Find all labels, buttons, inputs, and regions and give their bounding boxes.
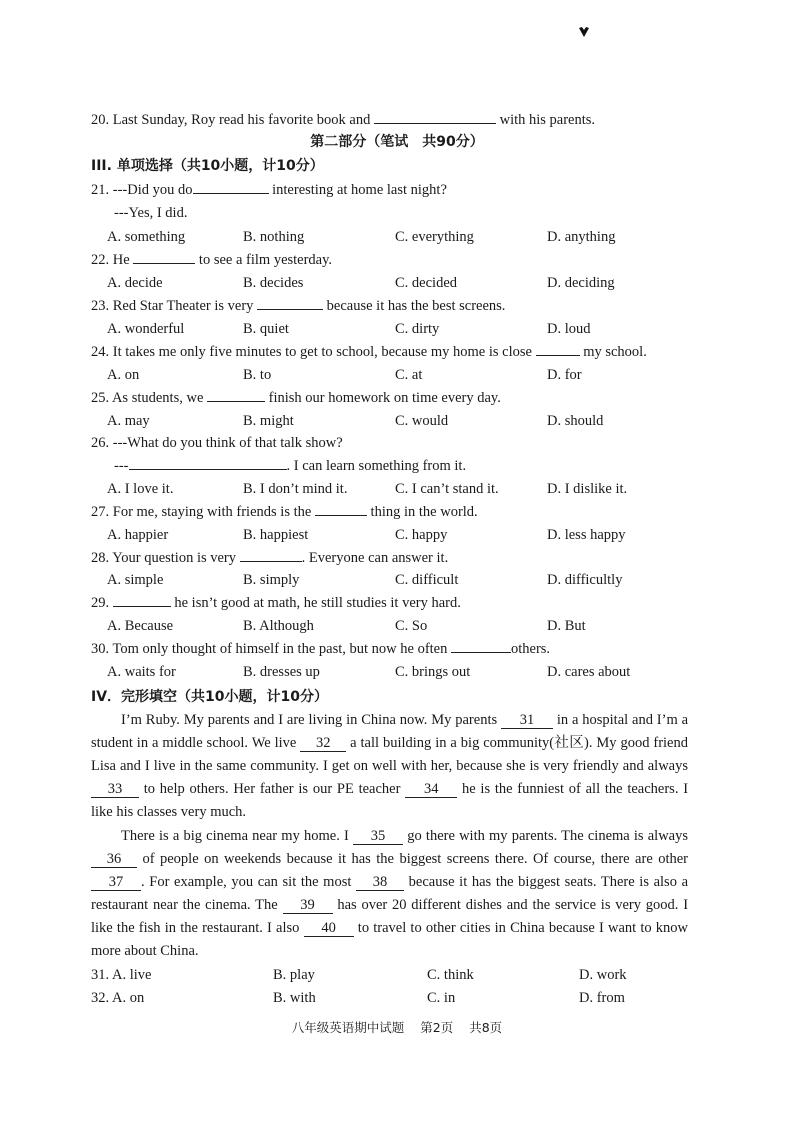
option-21-c[interactable]: C. everything <box>395 229 474 245</box>
question-29: 29. he isn’t good at math, he still studies it very hard. <box>91 595 461 611</box>
option-32-a[interactable]: A. on <box>112 990 145 1006</box>
option-29-b[interactable]: B. Although <box>243 618 314 634</box>
footer-total: 共8页 <box>469 1020 503 1035</box>
option-26-d[interactable]: D. I dislike it. <box>547 481 628 497</box>
option-27-c[interactable]: C. happy <box>395 527 448 543</box>
answer-blank <box>451 652 511 653</box>
option-25-d[interactable]: D. should <box>547 413 604 429</box>
answer-blank <box>113 606 171 607</box>
option-30-a[interactable]: A. waits for <box>107 664 176 680</box>
page-footer <box>0 1018 794 1036</box>
cloze-blank-33: 33 <box>91 782 139 798</box>
option-27-b[interactable]: B. happiest <box>243 527 309 543</box>
cloze-blank-34: 34 <box>405 782 457 798</box>
section-3-title: III. 单项选择（共10小题，计10分） <box>91 158 324 174</box>
part-two-title: 第二部分（笔试 共90分） <box>310 134 484 150</box>
question-26-reply: --- . I can learn something from it. <box>114 458 467 474</box>
option-29-a[interactable]: A. Because <box>107 618 174 634</box>
question-21-reply: ---Yes, I did. <box>114 205 188 221</box>
question-26: 26. ---What do you think of that talk show? <box>91 435 343 451</box>
section-4-title: IV．完形填空（共10小题，计10分） <box>91 689 329 705</box>
option-30-d[interactable]: D. cares about <box>547 664 631 680</box>
answer-blank <box>374 123 496 124</box>
cloze-blank-37: 37 <box>91 875 141 891</box>
option-28-a[interactable]: A. simple <box>107 572 164 588</box>
option-23-b[interactable]: B. quiet <box>243 321 289 337</box>
option-31-a[interactable]: A. live <box>112 967 152 983</box>
answer-blank <box>536 355 580 356</box>
option-23-d[interactable]: D. loud <box>547 321 591 337</box>
option-24-c[interactable]: C. at <box>395 367 423 383</box>
option-23-a[interactable]: A. wonderful <box>107 321 185 337</box>
answer-blank <box>193 193 269 194</box>
cloze-blank-31: 31 <box>501 713 553 729</box>
question-27: 27. For me, staying with friends is the thing in the world. <box>91 504 478 520</box>
option-29-d[interactable]: D. But <box>547 618 586 634</box>
option-26-b[interactable]: B. I don’t mind it. <box>243 481 348 497</box>
cloze-blank-39: 39 <box>283 898 333 914</box>
question-23: 23. Red Star Theater is very because it has the best screens. <box>91 298 506 314</box>
option-31-d[interactable]: D. work <box>579 967 627 983</box>
cloze-blank-35: 35 <box>353 829 403 845</box>
option-31-b[interactable]: B. play <box>273 967 315 983</box>
option-27-a[interactable]: A. happier <box>107 527 169 543</box>
question-24: 24. It takes me only five minutes to get to school, because my home is close my school. <box>91 344 647 360</box>
footer-title: 八年级英语期中试题 <box>291 1020 405 1035</box>
answer-blank <box>240 561 302 562</box>
option-32-d[interactable]: D. from <box>579 990 625 1006</box>
option-29-c[interactable]: C. So <box>395 618 428 634</box>
answer-blank <box>207 401 265 402</box>
cloze-blank-38: 38 <box>356 875 404 891</box>
question-22: 22. He to see a film yesterday. <box>91 252 333 268</box>
cloze-option-row-32: 32. <box>91 990 110 1006</box>
option-24-b[interactable]: B. to <box>243 367 272 383</box>
option-22-b[interactable]: B. decides <box>243 275 304 291</box>
footer-page: 第2页 <box>420 1020 454 1035</box>
cloze-paragraph-2: There is a big cinema near my home. I 35 go there with my parents. The cinema is always 36 of people on weekends because it has the biggest screens there. Of course, there are other 37 . For example, you can sit the most 38 because it has the biggest seats. There is also a restaurant near the cinema. The 39 has over 20 different dishes and the service is very good. I like the fish in the restaurant. I also 40 to travel to other cities in China because I want to know more about China. <box>91 828 689 960</box>
answer-blank <box>129 469 287 470</box>
option-21-a[interactable]: A. something <box>107 229 186 245</box>
option-24-d[interactable]: D. for <box>547 367 582 383</box>
option-22-a[interactable]: A. decide <box>107 275 163 291</box>
option-25-b[interactable]: B. might <box>243 413 294 429</box>
answer-blank <box>133 263 195 264</box>
option-27-d[interactable]: D. less happy <box>547 527 626 543</box>
option-28-b[interactable]: B. simply <box>243 572 300 588</box>
option-28-c[interactable]: C. difficult <box>395 572 459 588</box>
option-21-d[interactable]: D. anything <box>547 229 616 245</box>
cloze-blank-32: 32 <box>300 736 346 752</box>
option-32-c[interactable]: C. in <box>427 990 456 1006</box>
question-20: 20. Last Sunday, Roy read his favorite book and with his parents. <box>91 112 596 128</box>
cloze-blank-36: 36 <box>91 852 137 868</box>
option-25-a[interactable]: A. may <box>107 413 150 429</box>
question-25: 25. As students, we finish our homework on time every day. <box>91 390 501 406</box>
cloze-paragraph-1: I’m Ruby. My parents and I are living in China now. My parents 31 in a hospital and I’m a student in a middle school. We live 32 a tall building in a big community(社区). My good friend Lisa and I live in the same community. I get on well with her, because she is very friendly and always 33 to help others. Her father is our PE teacher 34 he is the funniest of all the teachers. I like his classes very much. <box>91 712 689 821</box>
option-31-c[interactable]: C. think <box>427 967 474 983</box>
cloze-option-row-31: 31. <box>91 967 110 983</box>
option-32-b[interactable]: B. with <box>273 990 316 1006</box>
answer-blank <box>257 309 323 310</box>
option-30-c[interactable]: C. brings out <box>395 664 471 680</box>
option-23-c[interactable]: C. dirty <box>395 321 440 337</box>
option-25-c[interactable]: C. would <box>395 413 449 429</box>
option-26-c[interactable]: C. I can’t stand it. <box>395 481 499 497</box>
option-28-d[interactable]: D. difficultly <box>547 572 623 588</box>
option-30-b[interactable]: B. dresses up <box>243 664 320 680</box>
option-21-b[interactable]: B. nothing <box>243 229 305 245</box>
option-26-a[interactable]: A. I love it. <box>107 481 174 497</box>
answer-blank <box>315 515 367 516</box>
cloze-blank-40: 40 <box>304 921 354 937</box>
option-24-a[interactable]: A. on <box>107 367 140 383</box>
question-30: 30. Tom only thought of himself in the past, but now he often others. <box>91 641 551 657</box>
heart-mark-icon <box>578 26 590 38</box>
option-22-c[interactable]: C. decided <box>395 275 458 291</box>
question-21: 21. ---Did you do interesting at home last night? <box>91 182 447 198</box>
option-22-d[interactable]: D. deciding <box>547 275 615 291</box>
question-28: 28. Your question is very . Everyone can answer it. <box>91 550 449 566</box>
